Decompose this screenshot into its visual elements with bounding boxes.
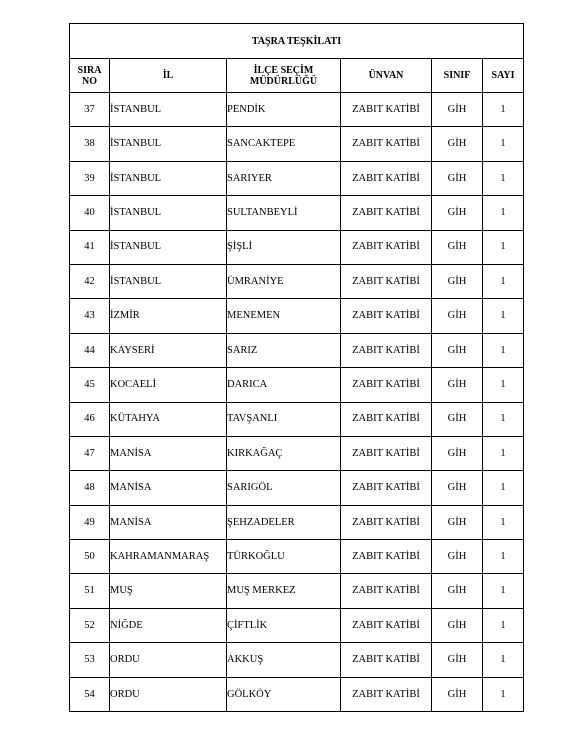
cell-unvan: ZABIT KATİBİ [341, 402, 432, 436]
cell-sayi: 1 [483, 505, 524, 539]
table-row [70, 643, 524, 677]
cell-sira-no: 47 [70, 436, 110, 470]
table-row [70, 333, 524, 367]
table-body [70, 93, 524, 712]
cell-sinif: GİH [432, 608, 483, 642]
cell-sira-no: 52 [70, 608, 110, 642]
cell-sira-no: 53 [70, 643, 110, 677]
table-row [70, 471, 524, 505]
cell-ilce: TÜRKOĞLU [227, 540, 341, 574]
cell-ilce: SULTANBEYLİ [227, 196, 341, 230]
cell-sinif: GİH [432, 436, 483, 470]
cell-sayi: 1 [483, 299, 524, 333]
cell-sayi: 1 [483, 93, 524, 127]
cell-sinif: GİH [432, 643, 483, 677]
cell-il: KOCAELİ [110, 368, 227, 402]
cell-sira-no: 37 [70, 93, 110, 127]
cell-unvan: ZABIT KATİBİ [341, 540, 432, 574]
table-row [70, 161, 524, 195]
cell-il: İSTANBUL [110, 230, 227, 264]
cell-unvan: ZABIT KATİBİ [341, 677, 432, 711]
cell-ilce: SANCAKTEPE [227, 127, 341, 161]
tasra-teskilati-table [69, 23, 524, 712]
cell-unvan: ZABIT KATİBİ [341, 643, 432, 677]
cell-ilce: MUŞ MERKEZ [227, 574, 341, 608]
header-unvan: ÜNVAN [341, 59, 432, 93]
table-row [70, 436, 524, 470]
cell-il: İSTANBUL [110, 264, 227, 298]
table-row [70, 93, 524, 127]
cell-sira-no: 54 [70, 677, 110, 711]
cell-sayi: 1 [483, 161, 524, 195]
cell-ilce: AKKUŞ [227, 643, 341, 677]
table-row [70, 608, 524, 642]
cell-sayi: 1 [483, 333, 524, 367]
cell-sinif: GİH [432, 127, 483, 161]
header-sira-no: SIRA NO [70, 59, 110, 93]
cell-sayi: 1 [483, 436, 524, 470]
cell-sira-no: 41 [70, 230, 110, 264]
cell-unvan: ZABIT KATİBİ [341, 264, 432, 298]
header-il: İL [110, 59, 227, 93]
cell-sira-no: 49 [70, 505, 110, 539]
cell-il: NİĞDE [110, 608, 227, 642]
cell-ilce: SARIYER [227, 161, 341, 195]
cell-sinif: GİH [432, 161, 483, 195]
cell-sira-no: 51 [70, 574, 110, 608]
cell-unvan: ZABIT KATİBİ [341, 299, 432, 333]
cell-il: ORDU [110, 643, 227, 677]
cell-ilce: SARIGÖL [227, 471, 341, 505]
cell-sayi: 1 [483, 196, 524, 230]
cell-sira-no: 39 [70, 161, 110, 195]
cell-sira-no: 44 [70, 333, 110, 367]
cell-il: İSTANBUL [110, 93, 227, 127]
cell-sira-no: 45 [70, 368, 110, 402]
cell-ilce: GÖLKÖY [227, 677, 341, 711]
cell-ilce: ÜMRANİYE [227, 264, 341, 298]
cell-ilce: ŞEHZADELER [227, 505, 341, 539]
cell-sinif: GİH [432, 230, 483, 264]
cell-sinif: GİH [432, 196, 483, 230]
cell-unvan: ZABIT KATİBİ [341, 436, 432, 470]
header-ilce: İLÇE SEÇİM MÜDÜRLÜĞÜ [227, 59, 341, 93]
table-row [70, 196, 524, 230]
cell-sira-no: 46 [70, 402, 110, 436]
cell-il: İSTANBUL [110, 161, 227, 195]
cell-sira-no: 38 [70, 127, 110, 161]
cell-sinif: GİH [432, 574, 483, 608]
cell-sinif: GİH [432, 299, 483, 333]
cell-sayi: 1 [483, 127, 524, 161]
cell-sira-no: 50 [70, 540, 110, 574]
cell-sayi: 1 [483, 643, 524, 677]
cell-sayi: 1 [483, 230, 524, 264]
cell-unvan: ZABIT KATİBİ [341, 368, 432, 402]
cell-sira-no: 48 [70, 471, 110, 505]
cell-unvan: ZABIT KATİBİ [341, 471, 432, 505]
cell-sinif: GİH [432, 540, 483, 574]
table-title: TAŞRA TEŞKİLATI [70, 24, 524, 59]
cell-il: İSTANBUL [110, 127, 227, 161]
cell-unvan: ZABIT KATİBİ [341, 196, 432, 230]
cell-unvan: ZABIT KATİBİ [341, 574, 432, 608]
cell-sira-no: 40 [70, 196, 110, 230]
cell-sayi: 1 [483, 540, 524, 574]
cell-unvan: ZABIT KATİBİ [341, 333, 432, 367]
cell-sira-no: 42 [70, 264, 110, 298]
cell-ilce: ŞİŞLİ [227, 230, 341, 264]
table-row [70, 368, 524, 402]
cell-sinif: GİH [432, 677, 483, 711]
cell-il: KÜTAHYA [110, 402, 227, 436]
cell-unvan: ZABIT KATİBİ [341, 93, 432, 127]
cell-sinif: GİH [432, 264, 483, 298]
table-row [70, 264, 524, 298]
table-row [70, 402, 524, 436]
cell-sinif: GİH [432, 402, 483, 436]
cell-il: MANİSA [110, 471, 227, 505]
cell-sayi: 1 [483, 574, 524, 608]
cell-il: MANİSA [110, 436, 227, 470]
table-row [70, 505, 524, 539]
cell-sinif: GİH [432, 333, 483, 367]
cell-sayi: 1 [483, 677, 524, 711]
cell-sayi: 1 [483, 368, 524, 402]
cell-unvan: ZABIT KATİBİ [341, 505, 432, 539]
cell-sayi: 1 [483, 471, 524, 505]
cell-unvan: ZABIT KATİBİ [341, 230, 432, 264]
cell-ilce: SARIZ [227, 333, 341, 367]
cell-unvan: ZABIT KATİBİ [341, 608, 432, 642]
table-row [70, 677, 524, 711]
cell-sinif: GİH [432, 93, 483, 127]
cell-ilce: PENDİK [227, 93, 341, 127]
table-row [70, 299, 524, 333]
table-row [70, 540, 524, 574]
table-row [70, 127, 524, 161]
cell-ilce: MENEMEN [227, 299, 341, 333]
cell-sinif: GİH [432, 471, 483, 505]
cell-ilce: KIRKAĞAÇ [227, 436, 341, 470]
cell-il: İZMİR [110, 299, 227, 333]
cell-sayi: 1 [483, 402, 524, 436]
header-sayi: SAYI [483, 59, 524, 93]
cell-sayi: 1 [483, 608, 524, 642]
cell-ilce: ÇİFTLİK [227, 608, 341, 642]
cell-il: KAYSERİ [110, 333, 227, 367]
cell-il: MANİSA [110, 505, 227, 539]
cell-sinif: GİH [432, 368, 483, 402]
table-header-row [70, 59, 524, 93]
table-title-row [70, 24, 524, 59]
header-sinif: SINIF [432, 59, 483, 93]
cell-il: ORDU [110, 677, 227, 711]
cell-ilce: TAVŞANLI [227, 402, 341, 436]
cell-unvan: ZABIT KATİBİ [341, 127, 432, 161]
table-row [70, 230, 524, 264]
cell-il: İSTANBUL [110, 196, 227, 230]
cell-il: KAHRAMANMARAŞ [110, 540, 227, 574]
table-row [70, 574, 524, 608]
cell-unvan: ZABIT KATİBİ [341, 161, 432, 195]
cell-sinif: GİH [432, 505, 483, 539]
cell-ilce: DARICA [227, 368, 341, 402]
cell-il: MUŞ [110, 574, 227, 608]
cell-sayi: 1 [483, 264, 524, 298]
cell-sira-no: 43 [70, 299, 110, 333]
